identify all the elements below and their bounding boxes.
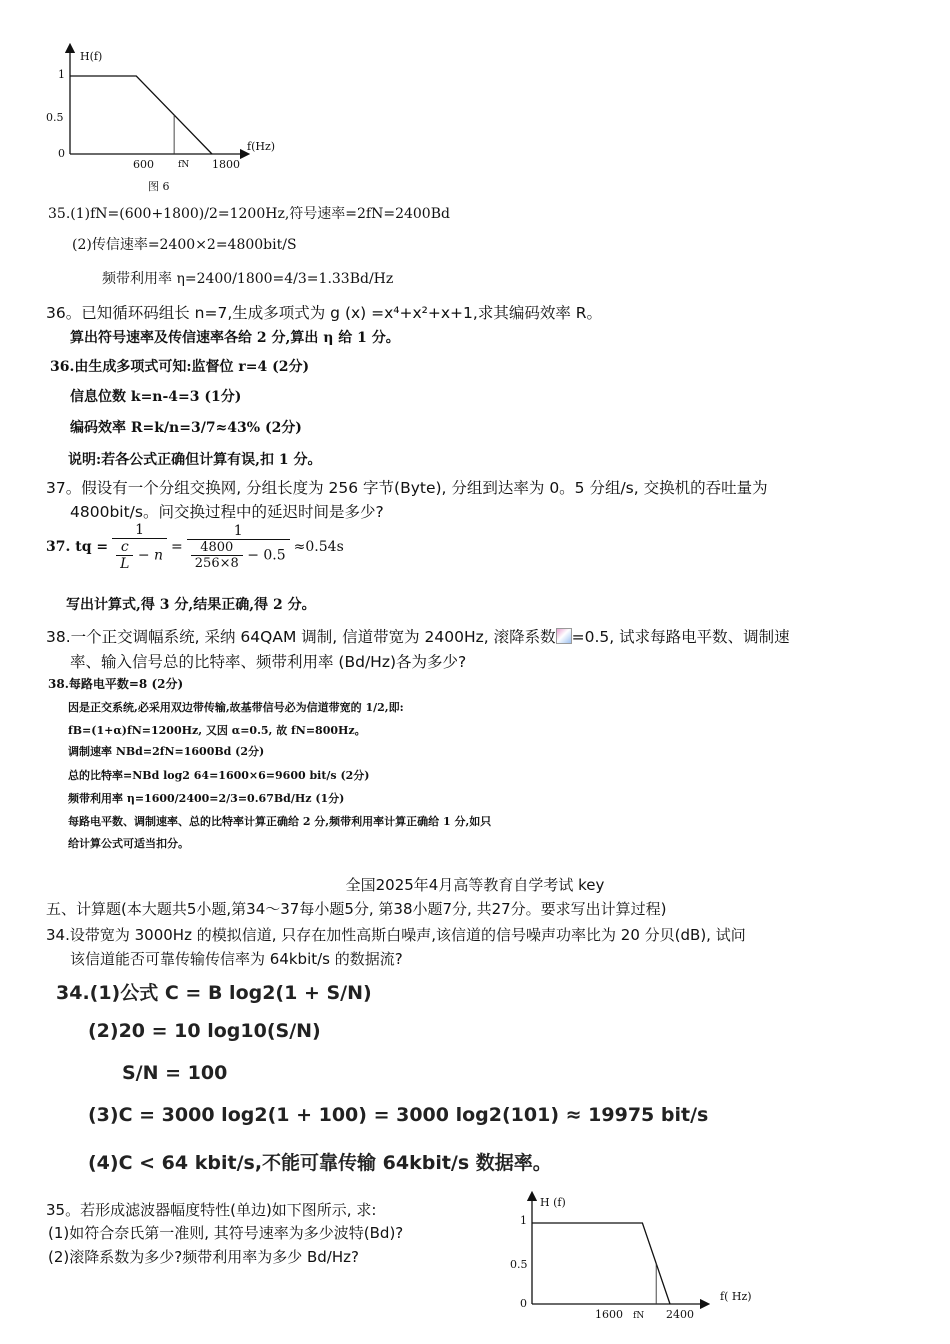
fig35-response-curve — [532, 1223, 670, 1304]
q37-f1-n: − n — [137, 547, 164, 564]
q38-answer-1: 38.每路电平数=8 (2分) — [48, 677, 184, 691]
q34-answer-2: (2)20 = 10 log10(S/N) — [88, 1020, 321, 1042]
q34-question-line1: 34.设带宽为 3000Hz 的模拟信道, 只存在加性高斯白噪声,该信道的信号噪声功率比为 20 分贝(dB), 试问 — [46, 926, 746, 944]
exam-title: 全国2025年4月高等教育自学考试 key — [345, 876, 605, 894]
fig6-xtick-600: 600 — [133, 158, 154, 171]
section-heading: 五、计算题(本大题共5小题,第34～37每小题5分, 第38小题7分, 共27分。要求写出计算过程) — [46, 900, 667, 918]
q38-answer-5: 总的比特率=NBd log2 64=1600×6=9600 bit/s (2分) — [68, 769, 370, 782]
fig35-xtick-fn: fN — [633, 1311, 645, 1321]
q36-answer-3: 编码效率 R=k/n=3/7≈43% (2分) — [70, 420, 302, 436]
broken-image-icon — [556, 628, 572, 644]
q38-answer-7: 每路电平数、调制速率、总的比特率计算正确给 2 分,频带利用率计算正确给 1 分,如只 — [68, 815, 492, 828]
q38-question-line1: 38.一个正交调幅系统, 采纳 64QAM 调制, 信道带宽为 2400Hz, 滚降系数 =0.5, 试求每路电平数、调制速 — [46, 628, 790, 646]
q34-answer-5: (4)C < 64 kbit/s,不能可靠传输 64kbit/s 数据率。 — [88, 1152, 552, 1174]
fig6-ytick-05: 0.5 — [46, 111, 64, 124]
a35-prev-line3: 频带利用率 η=2400/1800=4/3=1.33Bd/Hz — [102, 271, 394, 287]
q38-answer-8: 给计算公式可适当扣分。 — [68, 837, 189, 850]
figure-6-chart — [40, 40, 300, 195]
fig35-ytick-05: 0.5 — [510, 1258, 528, 1271]
q37-question-line1: 37。假设有一个分组交换网, 分组长度为 256 字节(Byte), 分组到达率为 0。5 分组/s, 交换机的吞吐量为 — [46, 479, 768, 497]
q37-f1-c: c — [116, 539, 133, 556]
q38-answer-3: fB=(1+α)fN=1200Hz, 又因 α=0.5, 故 fN=800Hz。 — [68, 724, 366, 737]
fig35-y-label: H (f) — [540, 1196, 566, 1209]
q34-answer-3: S/N = 100 — [122, 1062, 228, 1084]
q37-fraction-2 — [187, 523, 290, 571]
q37-f1-num: 1 — [112, 522, 167, 539]
q36-scoring: 算出符号速率及传信速率各给 2 分,算出 η 给 1 分。 — [70, 330, 400, 346]
fig35-x-label: f( Hz) — [720, 1290, 752, 1303]
fig35-xtick-1600: 1600 — [595, 1308, 623, 1321]
q37-formula-prefix: 37. tq = — [46, 539, 109, 555]
fig6-xtick-1800: 1800 — [212, 158, 240, 171]
fig6-caption: 图 6 — [148, 180, 170, 193]
q36-answer-2: 信息位数 k=n-4=3 (1分) — [70, 389, 242, 405]
fig6-ytick-1: 1 — [58, 68, 65, 81]
fig6-ytick-0: 0 — [58, 147, 65, 160]
fig6-xtick-fn: fN — [178, 160, 190, 170]
q38-answer-2: 因是正交系统,必采用双边带传输,故基带信号必为信道带宽的 1/2,即: — [68, 701, 404, 714]
q38-answer-6: 频带利用率 η=1600/2400=2/3=0.67Bd/Hz (1分) — [68, 792, 345, 805]
fig6-y-label: H(f) — [80, 50, 103, 63]
q37-result: ≈0.54s — [293, 539, 344, 555]
q37-formula: 37. tq = 1 $\frac{c}{L}$ − n = 1 $\frac{4800}{256\times 8}$ − 0.5 ≈0.54s — [46, 522, 344, 572]
fig35-ytick-1: 1 — [520, 1214, 527, 1227]
q37-question-line2: 4800bit/s。问交换过程中的延迟时间是多少? — [70, 503, 384, 521]
q36-answer-4: 说明:若各公式正确但计算有误,扣 1 分。 — [68, 452, 322, 468]
q34-answer-1: 34.(1)公式 C = B log2(1 + S/N) — [56, 982, 372, 1004]
q35-sub-2: (2)滚降系数为多少?频带利用率为多少 Bd/Hz? — [48, 1248, 359, 1266]
q37-f2-tail: − 0.5 — [247, 547, 286, 564]
q37-f2-num: 1 — [187, 523, 290, 540]
a35-prev-line1: 35.(1)fN=(600+1800)/2=1200Hz,符号速率=2fN=2400Bd — [48, 206, 450, 222]
q34-answer-4: (3)C = 3000 log2(1 + 100) = 3000 log2(101) ≈ 19975 bit/s — [88, 1104, 709, 1126]
fig6-x-label: f(Hz) — [247, 140, 276, 153]
q34-question-line2: 该信道能否可靠传输传信率为 64kbit/s 的数据流? — [70, 950, 403, 968]
fig35-xtick-2400: 2400 — [666, 1308, 694, 1321]
q37-fraction-1 — [112, 522, 167, 572]
q36-question: 36。已知循环码组长 n=7,生成多项式为 g (x) =x⁴+x²+x+1,求其编码效率 R。 — [46, 304, 603, 322]
fig35-ytick-0: 0 — [520, 1297, 527, 1310]
q35-question: 35。若形成滤波器幅度特性(单边)如下图所示, 求: — [46, 1201, 377, 1219]
q38-answer-4: 调制速率 NBd=2fN=1600Bd (2分) — [68, 745, 265, 758]
q37-f2-2568: 256×8 — [194, 556, 239, 571]
q35-sub-1: (1)如符合奈氏第一准则, 其符号速率为多少波特(Bd)? — [48, 1224, 404, 1242]
q37-scoring: 写出计算式,得 3 分,结果正确,得 2 分。 — [66, 597, 316, 613]
q37-f1-l: L — [120, 556, 130, 572]
q35-filter-chart — [500, 1190, 790, 1340]
fig6-response-curve — [70, 76, 212, 154]
q36-answer-1: 36.由生成多项式可知:监督位 r=4 (2分) — [50, 359, 310, 375]
a35-prev-line2: (2)传信速率=2400×2=4800bit/S — [72, 237, 297, 253]
q38-question-line2: 率、输入信号总的比特率、频带利用率 (Bd/Hz)各为多少? — [70, 653, 467, 671]
q37-f2-4800: 4800 — [191, 540, 243, 556]
